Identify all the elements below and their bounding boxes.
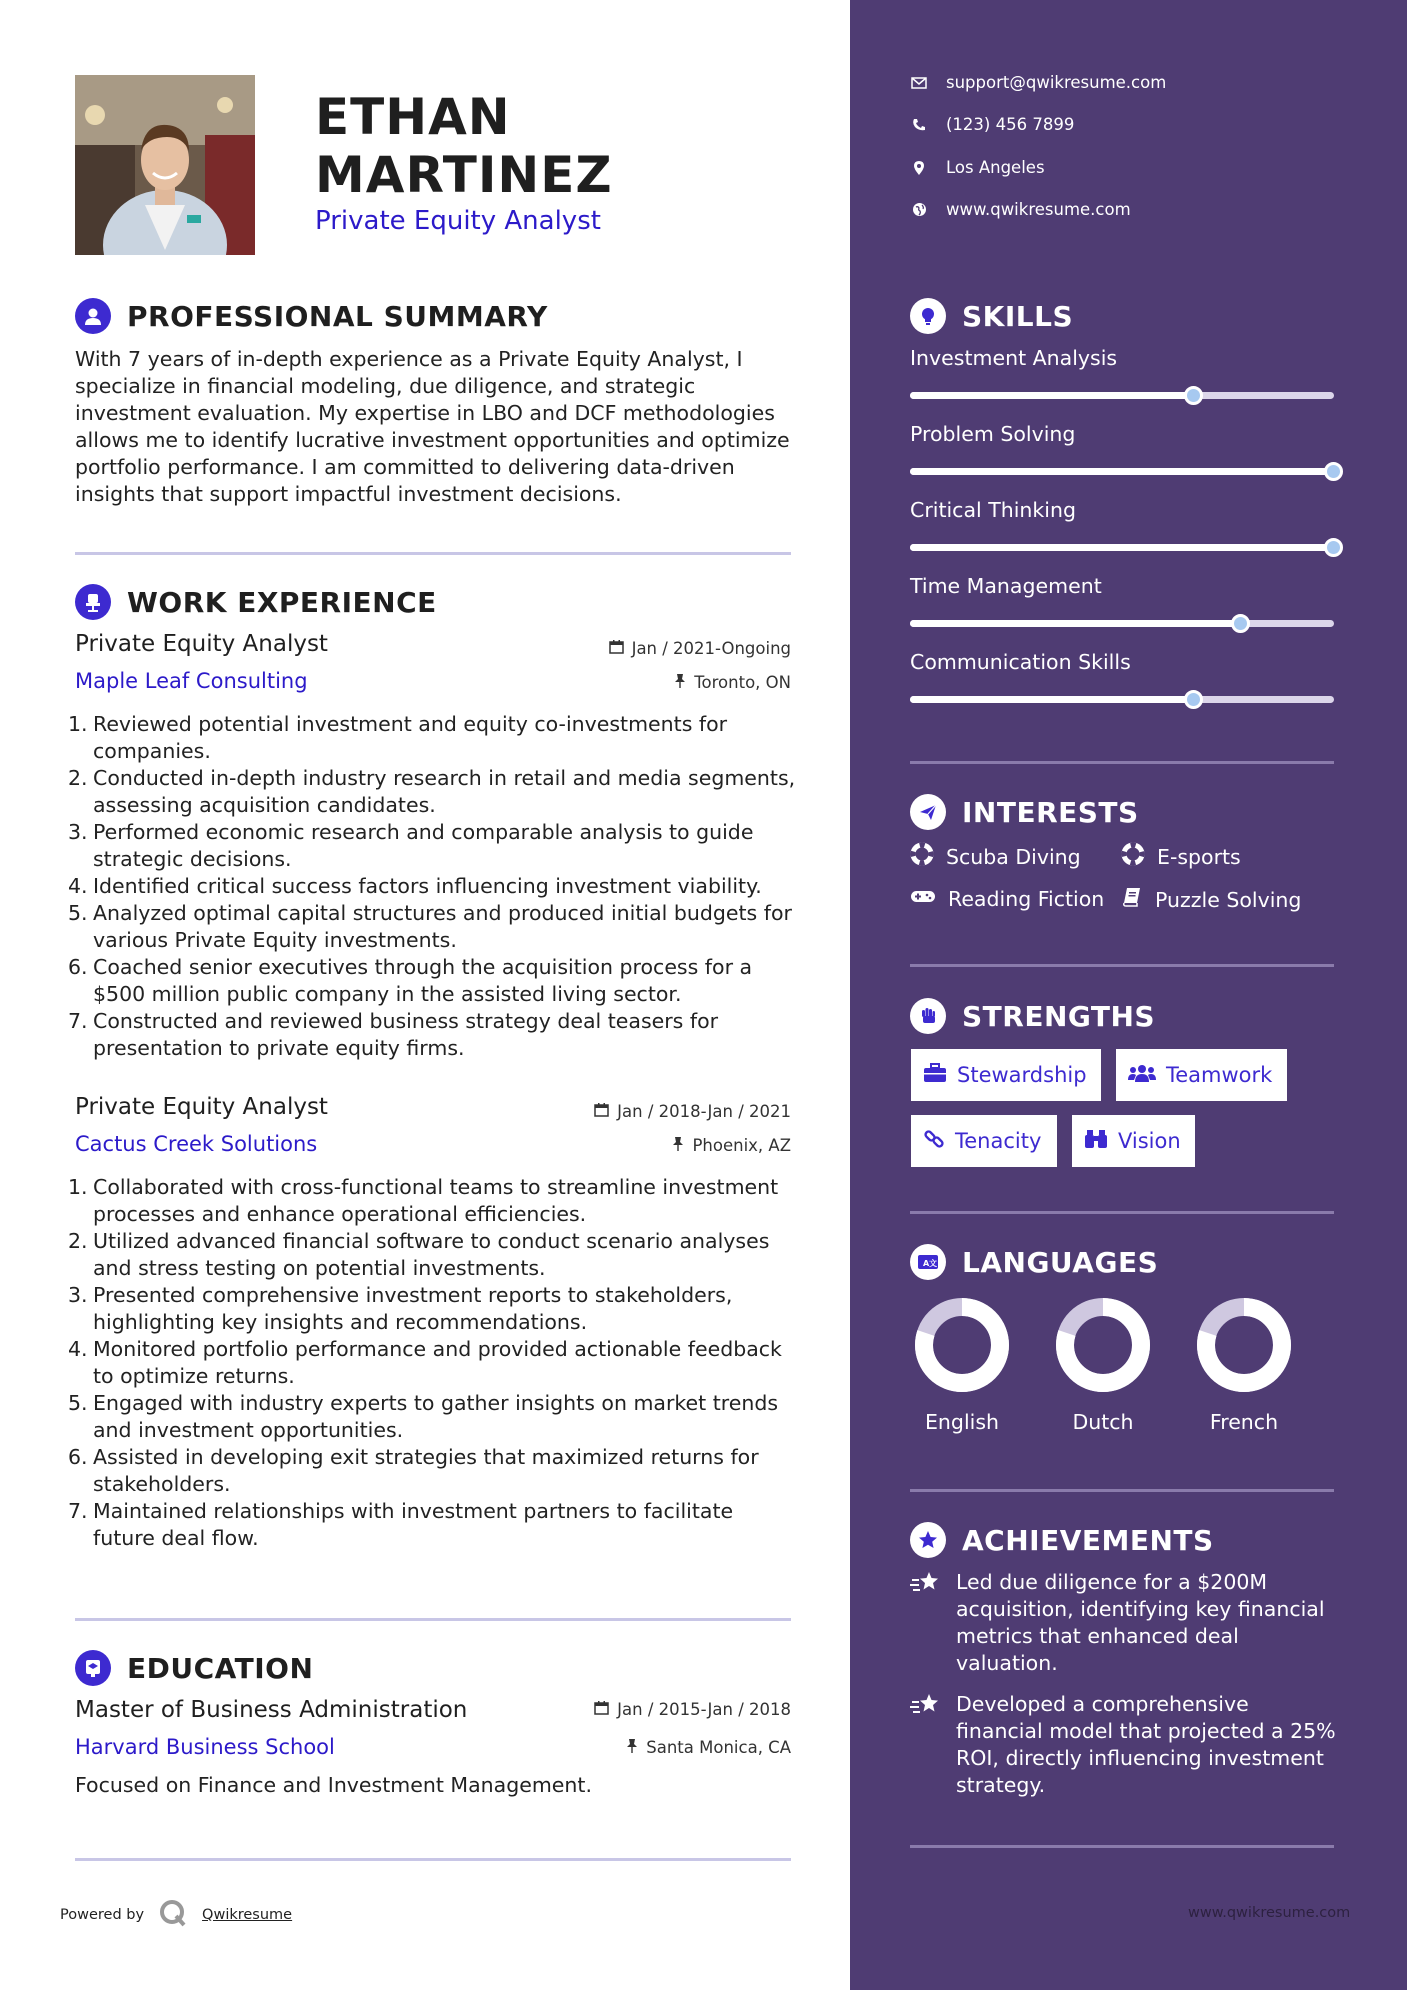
- candidate-title: Private Equity Analyst: [315, 206, 601, 236]
- duty-item: Presented comprehensive investment reports to stakeholders, highlighting key insights and recommendations.: [93, 1283, 733, 1334]
- education-heading-row: [75, 1650, 313, 1686]
- powered-label: Powered by: [60, 1907, 145, 1923]
- sidebar-divider: [910, 964, 1334, 967]
- skill-bar: [910, 468, 1334, 475]
- language-label: French: [1209, 1410, 1279, 1434]
- job-2-date-text: Jan / 2018-Jan / 2021: [617, 1102, 791, 1121]
- lifebuoy-icon: [910, 842, 934, 871]
- star-badge-icon: [910, 1522, 946, 1558]
- job-1-location: [674, 673, 791, 692]
- skill-bar-fill: [910, 544, 1334, 551]
- svg-text:文: 文: [929, 1259, 937, 1268]
- education-dates: [594, 1700, 791, 1719]
- experience-heading-row: [75, 584, 437, 620]
- pin-icon: [672, 1136, 684, 1155]
- duty-item: Utilized advanced financial software to conduct scenario analyses and stress testing on potential investments.: [93, 1229, 770, 1280]
- job-1-title: Private Equity Analyst: [75, 631, 328, 657]
- education-degree: Master of Business Administration: [75, 1697, 468, 1723]
- contact-location: [910, 158, 1045, 177]
- job-2-location: [672, 1136, 791, 1155]
- powered-brand-link[interactable]: Qwikresume: [202, 1907, 293, 1923]
- strength-badge: [1116, 1049, 1287, 1101]
- contact-phone: [910, 115, 1074, 134]
- duty-item: Identified critical success factors influencing investment viability.: [93, 874, 762, 898]
- interests-heading-row: [910, 794, 1139, 830]
- strength-label: Vision: [1118, 1129, 1181, 1153]
- education-location: [626, 1738, 791, 1757]
- education-description: Focused on Finance and Investment Management.: [75, 1773, 592, 1797]
- envelope-icon: [910, 74, 928, 92]
- achievement-text: Led due diligence for a $200M acquisition, identifying key financial metrics that enhanced deal valuation.: [956, 1570, 1325, 1675]
- job-2-title: Private Equity Analyst: [75, 1094, 328, 1120]
- language-ring: [1053, 1295, 1153, 1399]
- interest-item: [1121, 886, 1301, 913]
- sidebar-divider: [910, 761, 1334, 764]
- sidebar-divider: [910, 1211, 1334, 1214]
- book-icon: [1121, 886, 1143, 913]
- shooting-star-icon: [910, 1691, 942, 1799]
- strength-label: Tenacity: [955, 1129, 1042, 1153]
- job-1-location-text: Toronto, ON: [694, 673, 791, 692]
- lightbulb-icon: [910, 298, 946, 334]
- email-text[interactable]: support@qwikresume.com: [946, 73, 1167, 92]
- calendar-icon: [609, 639, 624, 658]
- achievement-text: Developed a comprehensive financial model that projected a 25% ROI, directly influencing investment strategy.: [956, 1692, 1336, 1797]
- user-icon: [75, 298, 111, 334]
- candidate-name: [315, 88, 613, 204]
- svg-text:A: A: [923, 1259, 930, 1268]
- interest-label: Reading Fiction: [948, 886, 1105, 911]
- interest-label: Scuba Diving: [946, 844, 1081, 869]
- summary-heading: PROFESSIONAL SUMMARY: [127, 299, 548, 333]
- footer-url[interactable]: www.qwikresume.com: [1188, 1905, 1351, 1921]
- achievements-heading: ACHIEVEMENTS: [962, 1523, 1214, 1557]
- location-pin-icon: [910, 159, 928, 177]
- education-date-text: Jan / 2015-Jan / 2018: [617, 1700, 791, 1719]
- skill-level-knob: [1324, 462, 1343, 481]
- qwikresume-logo-icon: [158, 1898, 188, 1932]
- interest-item: [910, 886, 1104, 911]
- interest-item: [910, 842, 1081, 871]
- skill-level-knob: [1324, 538, 1343, 557]
- job-2-dates: [594, 1102, 791, 1121]
- summary-text: With 7 years of in-depth experience as a Private Equity Analyst, I specialize in financial modeling, due diligence, and strategic investment evaluation. My expertise in LBO and DCF methodologies allows me to identify lucrative investment opportunities and optimize portfolio performance. I am committed to delivering data-driven insights that support impactful investment decisions.: [75, 347, 790, 506]
- skill-bar-fill: [910, 696, 1194, 703]
- job-1-duties: [68, 711, 798, 1062]
- skill-level-knob: [1184, 386, 1203, 405]
- paper-plane-icon: [910, 794, 946, 830]
- skill-bar: [910, 620, 1334, 627]
- section-divider: [75, 1858, 791, 1861]
- duty-item: Performed economic research and comparable analysis to guide strategic decisions.: [93, 820, 754, 871]
- calendar-icon: [594, 1700, 609, 1719]
- job-1-dates: [609, 639, 791, 658]
- users-icon: [1128, 1063, 1156, 1088]
- strengths-heading: STRENGTHS: [962, 999, 1156, 1033]
- last-name: MARTINEZ: [315, 146, 613, 204]
- language-ring: [912, 1295, 1012, 1399]
- duty-item: Monitored portfolio performance and provided actionable feedback to optimize returns.: [93, 1337, 782, 1388]
- pin-icon: [626, 1738, 638, 1757]
- job-2-company: Cactus Creek Solutions: [75, 1132, 318, 1156]
- briefcase-chair-icon: [75, 584, 111, 620]
- skill-bar: [910, 544, 1334, 551]
- languages-heading: LANGUAGES: [962, 1245, 1159, 1279]
- calendar-icon: [594, 1102, 609, 1121]
- link-icon: [923, 1128, 945, 1155]
- skill-label: Investment Analysis: [910, 346, 1118, 370]
- duty-item: Engaged with industry experts to gather insights on market trends and investment opportunities.: [93, 1391, 779, 1442]
- contact-email: [910, 73, 1166, 92]
- website-text[interactable]: www.qwikresume.com: [946, 200, 1131, 219]
- contact-website: [910, 200, 1131, 219]
- skills-heading-row: [910, 298, 1073, 334]
- duty-item: Analyzed optimal capital structures and produced initial budgets for various Private Equity investments.: [93, 901, 792, 952]
- experience-heading: WORK EXPERIENCE: [127, 585, 437, 619]
- duty-item: Assisted in developing exit strategies that maximized returns for stakeholders.: [93, 1445, 759, 1496]
- achievements-heading-row: [910, 1522, 1214, 1558]
- duty-item: Constructed and reviewed business strategy deal teasers for presentation to private equity firms.: [93, 1009, 719, 1060]
- language-ring: [1194, 1295, 1294, 1399]
- skill-bar-fill: [910, 620, 1241, 627]
- education-heading: EDUCATION: [127, 1651, 314, 1685]
- skill-level-knob: [1184, 690, 1203, 709]
- first-name: ETHAN: [315, 88, 511, 146]
- skill-level-knob: [1231, 614, 1250, 633]
- phone-text: (123) 456 7899: [946, 115, 1075, 134]
- profile-photo: [75, 75, 255, 255]
- skill-bar-fill: [910, 468, 1334, 475]
- education-school: Harvard Business School: [75, 1735, 335, 1759]
- interest-label: Puzzle Solving: [1155, 887, 1302, 912]
- sidebar-divider: [910, 1845, 1334, 1848]
- gamepad-icon: [910, 886, 936, 911]
- duty-item: Coached senior executives through the acquisition process for a $500 million public company in the assisted living sector.: [93, 955, 753, 1006]
- job-2-location-text: Phoenix, AZ: [692, 1136, 791, 1155]
- achievement-item: [910, 1691, 1340, 1799]
- shooting-star-icon: [910, 1569, 942, 1677]
- lifebuoy-icon: [1121, 842, 1145, 871]
- strength-label: Teamwork: [1166, 1063, 1273, 1087]
- binoculars-icon: [1084, 1128, 1108, 1155]
- skill-label: Problem Solving: [910, 422, 1076, 446]
- job-1-date-text: Jan / 2021-Ongoing: [631, 639, 791, 658]
- powered-by: [60, 1898, 292, 1932]
- achievement-item: [910, 1569, 1340, 1677]
- location-text: Los Angeles: [946, 158, 1045, 177]
- fist-icon: [910, 998, 946, 1034]
- skill-bar-fill: [910, 392, 1194, 399]
- globe-icon: [910, 201, 928, 219]
- strength-badge: [1072, 1115, 1195, 1167]
- skill-label: Communication Skills: [910, 650, 1131, 674]
- language-label: Dutch: [1072, 1410, 1134, 1434]
- summary-heading-row: [75, 298, 548, 334]
- duty-item: Collaborated with cross-functional teams to streamline investment processes and enhance operational efficiencies.: [93, 1175, 779, 1226]
- section-divider: [75, 1618, 791, 1621]
- duty-item: Reviewed potential investment and equity co-investments for companies.: [93, 712, 728, 763]
- duty-item: Maintained relationships with investment partners to facilitate future deal flow.: [93, 1499, 734, 1550]
- job-2-duties: [68, 1174, 798, 1552]
- skill-bar: [910, 392, 1334, 399]
- phone-icon: [910, 116, 928, 134]
- skills-heading: SKILLS: [962, 299, 1074, 333]
- strength-label: Stewardship: [957, 1063, 1087, 1087]
- strengths-heading-row: [910, 998, 1155, 1034]
- section-divider: [75, 552, 791, 555]
- sidebar-divider: [910, 1489, 1334, 1492]
- job-1-company: Maple Leaf Consulting: [75, 669, 308, 693]
- education-location-text: Santa Monica, CA: [646, 1738, 791, 1757]
- language-label: English: [924, 1410, 1000, 1434]
- skill-label: Critical Thinking: [910, 498, 1076, 522]
- interests-heading: INTERESTS: [962, 795, 1139, 829]
- pin-icon: [674, 673, 686, 692]
- strength-badge: [911, 1115, 1057, 1167]
- duty-item: Conducted in-depth industry research in retail and media segments, assessing acquisition candidates.: [93, 766, 796, 817]
- skill-label: Time Management: [910, 574, 1102, 598]
- languages-heading-row: [910, 1244, 1158, 1280]
- skill-bar: [910, 696, 1334, 703]
- interest-item: [1121, 842, 1241, 871]
- language-icon: [910, 1244, 946, 1280]
- interest-label: E-sports: [1157, 844, 1241, 869]
- briefcase-icon: [923, 1063, 947, 1088]
- graduation-icon: [75, 1650, 111, 1686]
- strength-badge: [911, 1049, 1101, 1101]
